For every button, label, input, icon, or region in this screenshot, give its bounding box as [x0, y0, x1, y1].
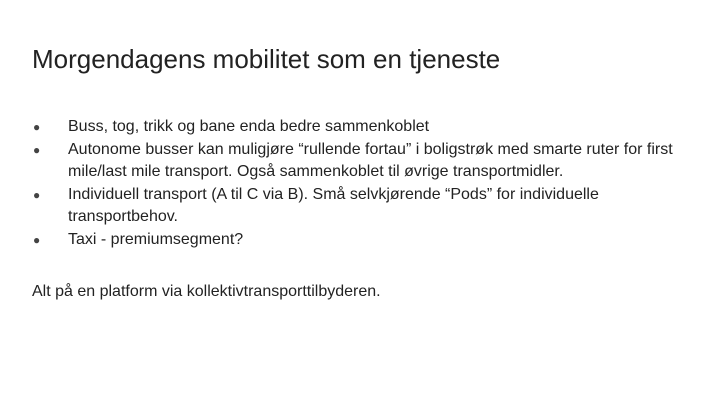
bullet-text: Buss, tog, trikk og bane enda bedre sammenkoblet — [68, 118, 430, 135]
bullet-text: Individuell transport (A til C via B). Små selvkjørende “Pods” for individuelle transportbehov. — [68, 185, 599, 225]
list-item — [33, 116, 703, 139]
bullet-icon: ● — [33, 187, 41, 202]
bullet-text: Autonome busser kan muligjøre “rullende fortau” i boligstrøk med smarte ruter for first mile/last mile transport. Også sammenkoblet til øvrige transportmidler. — [68, 140, 673, 180]
bullet-icon: ● — [33, 232, 41, 247]
list-item — [33, 229, 703, 252]
bullet-text: Taxi - premiumsegment? — [68, 230, 244, 248]
footer-text: Alt på en platform via kollektivtransporttilbyderen. — [32, 283, 381, 300]
bullet-icon: ● — [33, 142, 41, 157]
list-item — [33, 139, 703, 184]
list-item — [33, 184, 703, 229]
bullet-icon: ● — [33, 120, 41, 134]
bullet-list — [33, 116, 703, 251]
slide-title: Morgendagens mobilitet som en tjeneste — [32, 44, 501, 74]
